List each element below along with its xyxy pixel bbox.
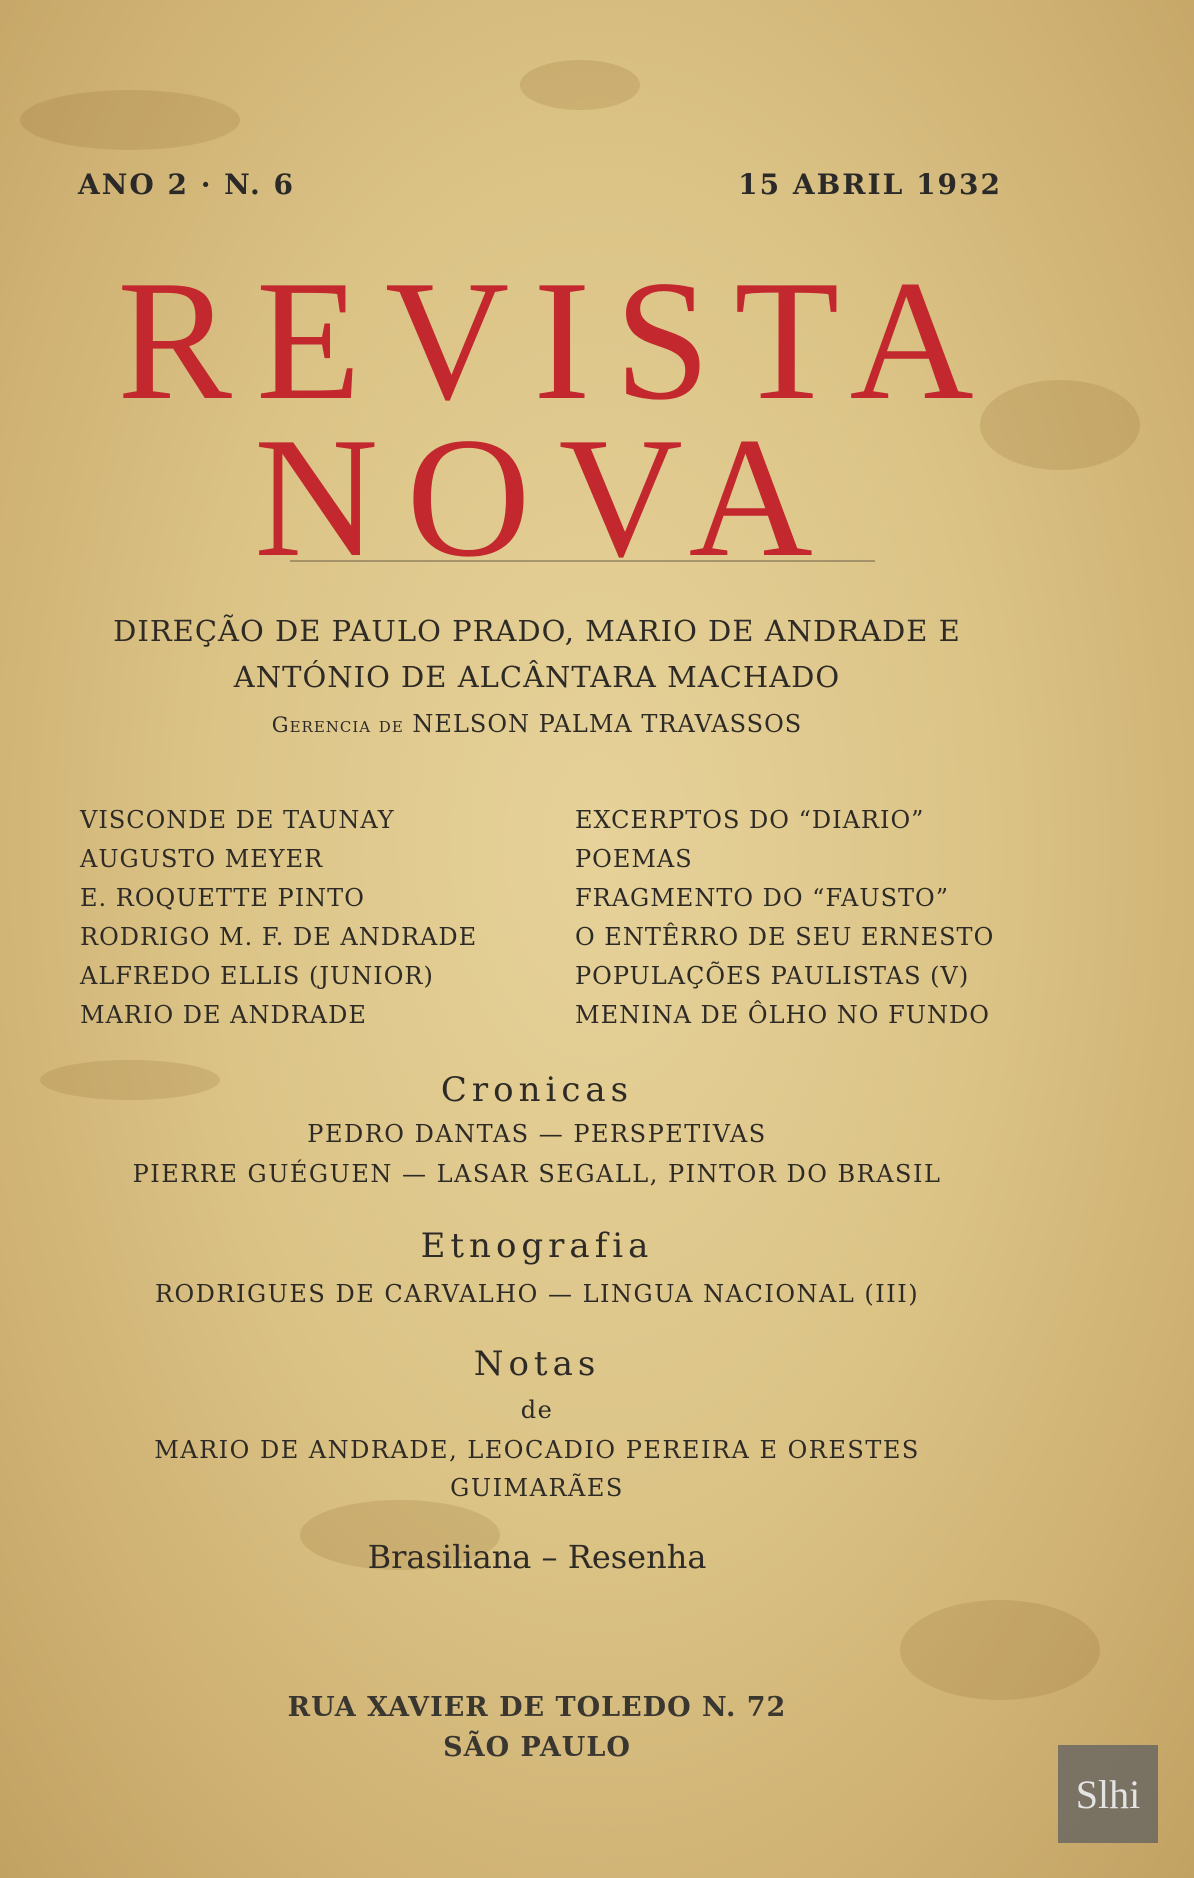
- direction-line-1: DIREÇÃO DE PAULO PRADO, MARIO DE ANDRADE E: [113, 614, 961, 648]
- stain: [20, 90, 240, 150]
- contents-author: VISCONDE DE TAUNAY: [80, 806, 395, 834]
- cronicas-entry: PIERRE GUÉGUEN — LASAR SEGALL, PINTOR DO BRASIL: [132, 1160, 942, 1188]
- contents-list: [80, 806, 1000, 1040]
- contents-work: EXCERPTOS DO “DIARIO”: [575, 806, 925, 834]
- contents-work: MENINA DE ÔLHO NO FUNDO: [575, 1001, 990, 1029]
- brasiliana-resenha: Brasiliana – Resenha: [367, 1538, 707, 1576]
- contents-author: AUGUSTO MEYER: [80, 845, 324, 873]
- management-name: NELSON PALMA TRAVASSOS: [412, 710, 803, 738]
- contents-row: [80, 845, 1000, 884]
- cronicas-entry: PEDRO DANTAS — PERSPETIVAS: [307, 1120, 767, 1148]
- contents-row: [80, 806, 1000, 845]
- contents-author: E. ROQUETTE PINTO: [80, 884, 365, 912]
- etnografia-heading: Etnografia: [420, 1226, 654, 1266]
- direction-line-2: ANTÓNIO DE ALCÂNTARA MACHADO: [233, 660, 841, 695]
- contents-author: RODRIGO M. F. DE ANDRADE: [80, 923, 478, 951]
- contents-work: FRAGMENTO DO “FAUSTO”: [575, 884, 949, 912]
- issue-number: ANO 2 · N. 6: [78, 168, 295, 201]
- title-line-1: REVISTA: [117, 246, 998, 436]
- address-street: RUA XAVIER DE TOLEDO N. 72: [287, 1692, 787, 1723]
- stain: [520, 60, 640, 110]
- contents-row: [80, 923, 1000, 962]
- title-rule: [290, 560, 875, 562]
- contents-row: [80, 962, 1000, 1001]
- notas-authors-line-2: GUIMARÃES: [450, 1474, 624, 1502]
- contents-work: POEMAS: [575, 845, 693, 873]
- management-label: Gerencia de: [271, 713, 404, 737]
- contents-work: O ENTÊRRO DE SEU ERNESTO: [575, 923, 995, 951]
- contents-author: MARIO DE ANDRADE: [80, 1001, 367, 1029]
- issue-date: 15 ABRIL 1932: [738, 168, 1002, 201]
- stain: [900, 1600, 1100, 1700]
- etnografia-entry: RODRIGUES DE CARVALHO — LINGUA NACIONAL (III): [154, 1280, 920, 1308]
- address-city: SÃO PAULO: [443, 1732, 631, 1763]
- management-line: [40, 710, 1034, 738]
- notas-authors-line-1: MARIO DE ANDRADE, LEOCADIO PEREIRA E ORESTES: [154, 1436, 920, 1464]
- contents-row: [80, 1001, 1000, 1040]
- watermark-logo: Slhi: [1058, 1745, 1158, 1843]
- cronicas-heading: Cronicas: [440, 1070, 634, 1110]
- contents-row: [80, 884, 1000, 923]
- notas-de: de: [520, 1396, 554, 1424]
- title-line-2: NOVA: [254, 403, 841, 593]
- direction-block: [40, 608, 1034, 701]
- notas-heading: Notas: [473, 1344, 601, 1384]
- contents-author: ALFREDO ELLIS (JUNIOR): [80, 962, 434, 990]
- contents-work: POPULAÇÕES PAULISTAS (V): [575, 962, 970, 990]
